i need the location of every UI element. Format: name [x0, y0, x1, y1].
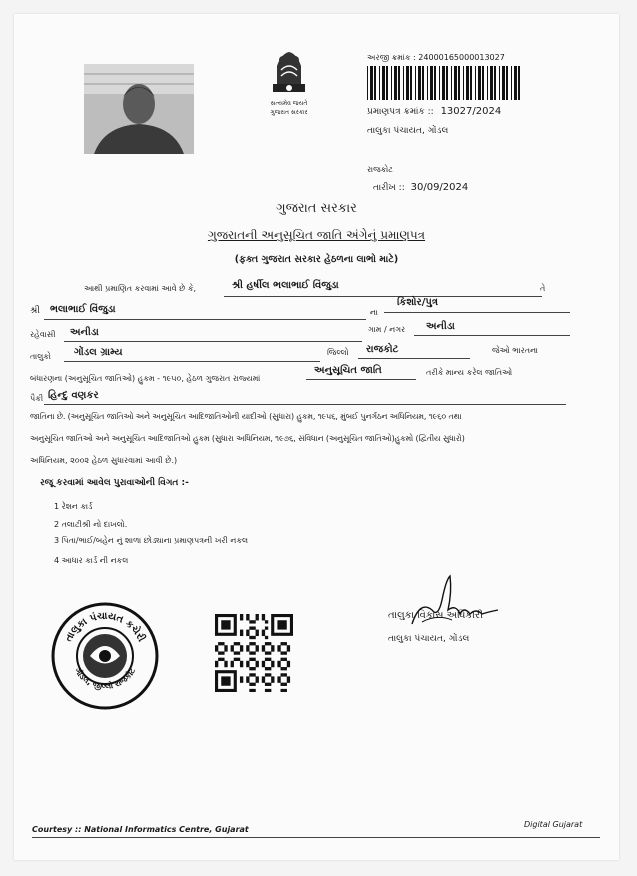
- header-office: તાલુકા પંચાયત, ગોંડલ: [367, 126, 449, 136]
- state-emblem: [259, 40, 319, 122]
- lion-capital-icon: [259, 40, 319, 100]
- application-number: [367, 53, 505, 63]
- evidence-item-2: 2 તલાટીશ્રી નો દાખલો.: [54, 520, 128, 529]
- relation-line: [384, 312, 570, 313]
- application-value: 24000165000013027: [418, 53, 505, 62]
- header-district: રાજકોટ: [367, 165, 393, 174]
- father-name-line: [44, 319, 366, 320]
- recognized-text: તરીકે માન્ય કરેલ જાતિઓ: [426, 368, 513, 377]
- certificate-label: પ્રમાણપત્ર ક્રમાંક ::: [367, 107, 434, 117]
- caste-value-line: [44, 404, 566, 405]
- caste-category: અનુસૂચિત જાતિ: [314, 365, 382, 376]
- district-value: રાજકોટ: [366, 344, 399, 355]
- district-line: [358, 358, 470, 359]
- taluka-label: તાલુકો: [30, 352, 51, 361]
- date-label: તારીખ ::: [373, 183, 405, 193]
- father-name: ભલાભાઈ વિંજુડા: [50, 304, 116, 315]
- district-label: જિલ્લો: [327, 348, 349, 357]
- issue-date: [373, 182, 468, 193]
- footer-brand: Digital Gujarat: [524, 820, 583, 829]
- evidence-item-1: 1 રેશન કાર્ડ: [54, 502, 93, 511]
- taluka-value: ગોંડલ ગ્રામ્ય: [74, 347, 123, 358]
- certificate-number: [367, 106, 501, 117]
- certificate-title: ગુજરાતની અનુસૂચિત જાતિ અંગેનું પ્રમાણપત્ર: [207, 228, 426, 242]
- caste-category-line: [306, 379, 416, 380]
- evidence-heading: રજૂ કરવામાં આવેલ પુરાવાઓની વિગત :-: [40, 478, 189, 488]
- applicant-photo: [84, 64, 194, 154]
- resident-label: રહેવાસી: [30, 330, 56, 339]
- government-title: ગુજરાત સરકાર: [276, 201, 357, 216]
- signature: [402, 570, 502, 630]
- village-line: [414, 335, 570, 336]
- within-label: પૈકી: [30, 394, 44, 403]
- resident-value: અનીડા: [70, 327, 99, 338]
- constitution-text: બંધારણના (અનુસૂચિત જાતિઓ) હુકમ - ૧૯૫૦, હેઠળ ગુજરાત રાજ્યમાં: [30, 374, 261, 383]
- caste-value: હિન્દુ વણકર: [48, 390, 99, 401]
- legal-para-1: જાતિના છે. (અનુસૂચિત જાતિઓ અને અનુસૂચિત આદિજાતિઓની યાદીઓ (સુધારા) હુકમ, ૧૯૫૬, મુંબઈ પુનર્ગઠન અધિનિયમ, ૧૯૬૦ તથા: [30, 412, 462, 421]
- certify-prefix: આથી પ્રમાણિત કરવામાં આવે છે કે,: [84, 284, 197, 293]
- certificate-subtitle: (ફક્ત ગુજરાત સરકાર હેઠળના લાભો માટે): [234, 254, 399, 265]
- footer-rule: [32, 837, 600, 838]
- applicant-name: શ્રી હર્ષીલ ભલાભાઈ વિંજુડા: [232, 280, 339, 291]
- date-value: 30/09/2024: [410, 182, 469, 193]
- village-label: ગામ / નગર: [368, 325, 406, 334]
- legal-para-3: અધિનિયમ, ૨૦૦૨ હેઠળ સુધારવામાં આવી છે.): [30, 456, 178, 465]
- emblem-caption-2: ગુજરાત સરકાર: [270, 109, 308, 116]
- taluka-line: [64, 361, 320, 362]
- applicant-name-line: [224, 296, 542, 297]
- na-label: ના: [370, 308, 378, 317]
- application-label: અરજી ક્રમાંક :: [367, 53, 416, 62]
- signatory-office: તાલુકા પંચાયત, ગોંડલ: [388, 634, 470, 644]
- seal-top-text: તાલુકા પંચાયત કચેરી: [63, 610, 147, 644]
- signatory-title: તાલુકા વિકાસ અધિકારી: [388, 610, 483, 621]
- qr-code: [215, 614, 293, 692]
- certificate-sheet: [14, 14, 619, 860]
- barcode: [365, 64, 525, 102]
- certificate-value: 13027/2024: [440, 106, 502, 117]
- seal-bottom-text: ગોંડલ, જીલ્લો રાજકોટ: [72, 666, 138, 692]
- shri-label: શ્રી: [30, 306, 40, 316]
- resident-line: [64, 341, 362, 342]
- office-seal: [50, 601, 160, 711]
- legal-para-2: અનુસૂચિત જાતિઓ અને અનુસૂચિત આદિજાતિઓ હુકમ (સુધારા અધિનિયમ, ૧૯૭૬, સંવિધાન (અનુસૂચિત જાતિઓ)હુકમો (દ્વિતીય સુધારો): [30, 434, 465, 443]
- certify-suffix: તે: [540, 284, 546, 293]
- evidence-item-4: 4 આધાર કાર્ડ ની નકલ: [54, 556, 129, 565]
- india-text: જેઓ ભારતના: [492, 346, 539, 355]
- village-value: અનીડા: [426, 321, 455, 332]
- relation-value: કિશોર/પુત્ર: [397, 297, 438, 308]
- emblem-caption-1: સત્યમેવ જયતે: [270, 100, 308, 107]
- footer-courtesy: Courtesy :: National Informatics Centre, Gujarat: [32, 825, 249, 834]
- evidence-item-3: 3 પિતા/ભાઈ/બહેન નું શાળા છોડ્યાના પ્રમાણપત્રની ખરી નકલ: [54, 536, 249, 545]
